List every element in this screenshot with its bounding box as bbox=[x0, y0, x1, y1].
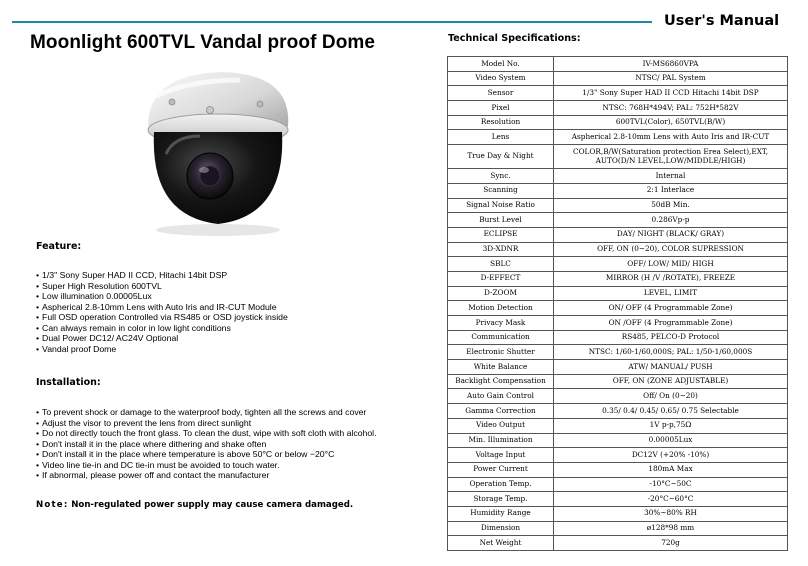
spec-value: 180mA Max bbox=[554, 462, 788, 477]
installation-item: • Video line tie-in and DC tie-in must be avoided to touch water. bbox=[36, 460, 377, 471]
spec-key: Sensor bbox=[448, 86, 554, 101]
spec-row bbox=[448, 71, 788, 86]
spec-row bbox=[448, 448, 788, 463]
installation-item: • Do not directly touch the front glass. To clean the dust, wipe with soft cloth with alcohol. bbox=[36, 428, 377, 439]
spec-value: -10°C~50C bbox=[554, 477, 788, 492]
spec-key: D-ZOOM bbox=[448, 286, 554, 301]
feature-item: • Can always remain in color in low light conditions bbox=[36, 323, 288, 334]
spec-row bbox=[448, 101, 788, 116]
spec-value: 720g bbox=[554, 536, 788, 551]
spec-key: Electronic Shutter bbox=[448, 345, 554, 360]
spec-row bbox=[448, 169, 788, 184]
feature-list bbox=[36, 270, 288, 354]
spec-value: 1/3" Sony Super HAD II CCD Hitachi 14bit DSP bbox=[554, 86, 788, 101]
spec-value: DAY/ NIGHT (BLACK/ GRAY) bbox=[554, 227, 788, 242]
spec-key: Operation Temp. bbox=[448, 477, 554, 492]
installation-item: • Adjust the visor to prevent the lens from direct sunlight bbox=[36, 418, 377, 429]
spec-row bbox=[448, 418, 788, 433]
spec-row bbox=[448, 330, 788, 345]
spec-key: Power Current bbox=[448, 462, 554, 477]
spec-value: 0.00005Lux bbox=[554, 433, 788, 448]
installation-item: • To prevent shock or damage to the waterproof body, tighten all the screws and cover bbox=[36, 407, 377, 418]
spec-value: MIRROR (H /V /ROTATE), FREEZE bbox=[554, 271, 788, 286]
spec-key: Backlight Compensation bbox=[448, 374, 554, 389]
spec-key: Gamma Correction bbox=[448, 404, 554, 419]
spec-key: Video System bbox=[448, 71, 554, 86]
spec-key: Dimension bbox=[448, 521, 554, 536]
spec-value: LEVEL, LIMIT bbox=[554, 286, 788, 301]
spec-row bbox=[448, 536, 788, 551]
spec-row bbox=[448, 477, 788, 492]
spec-key: White Balance bbox=[448, 360, 554, 375]
installation-item: • Don't install it in the place where temperature is above 50°C or below −20°C bbox=[36, 449, 377, 460]
spec-value: NTSC/ PAL System bbox=[554, 71, 788, 86]
spec-row bbox=[448, 462, 788, 477]
feature-item: • Vandal proof Dome bbox=[36, 344, 288, 355]
dome-camera-image bbox=[130, 66, 300, 238]
spec-key: Communication bbox=[448, 330, 554, 345]
spec-key: SBLC bbox=[448, 257, 554, 272]
feature-item: • Dual Power DC12/ AC24V Optional bbox=[36, 333, 288, 344]
feature-heading: Feature: bbox=[36, 241, 82, 252]
spec-value: ON/ OFF (4 Programmable Zone) bbox=[554, 301, 788, 316]
spec-heading: Technical Specifications: bbox=[448, 33, 581, 44]
spec-value: ON /OFF (4 Programmable Zone) bbox=[554, 316, 788, 331]
spec-row bbox=[448, 404, 788, 419]
spec-row bbox=[448, 86, 788, 101]
feature-item: • Aspherical 2.8-10mm Lens with Auto Iris and IR-CUT Module bbox=[36, 302, 288, 313]
feature-item: • 1/3" Sony Super HAD II CCD, Hitachi 14bit DSP bbox=[36, 270, 288, 281]
installation-item: • Don't install it in the place where dithering and shake often bbox=[36, 439, 377, 450]
spec-value: ø128*98 mm bbox=[554, 521, 788, 536]
power-note bbox=[36, 500, 353, 510]
spec-key: Model No. bbox=[448, 57, 554, 72]
spec-row bbox=[448, 145, 788, 169]
spec-row bbox=[448, 57, 788, 72]
spec-row bbox=[448, 374, 788, 389]
manual-title: User's Manual bbox=[664, 13, 780, 29]
spec-value-line: COLOR,B/W(Saturation protection Erea Select),EXT, bbox=[572, 147, 769, 157]
spec-row bbox=[448, 130, 788, 145]
spec-value: OFF, ON (ZONE ADJUSTABLE) bbox=[554, 374, 788, 389]
spec-value: 2:1 Interlace bbox=[554, 183, 788, 198]
spec-value: -20°C~60°C bbox=[554, 492, 788, 507]
spec-row bbox=[448, 183, 788, 198]
spec-key: Voltage Input bbox=[448, 448, 554, 463]
header-rule bbox=[12, 21, 652, 23]
spec-key: Sync. bbox=[448, 169, 554, 184]
spec-key: Signal Noise Ratio bbox=[448, 198, 554, 213]
installation-item: • If abnormal, please power off and contact the manufacturer bbox=[36, 470, 377, 481]
spec-key: Auto Gain Control bbox=[448, 389, 554, 404]
spec-key: Pixel bbox=[448, 101, 554, 116]
spec-value: 30%~80% RH bbox=[554, 506, 788, 521]
spec-row bbox=[448, 115, 788, 130]
feature-item: • Full OSD operation Controlled via RS485 or OSD joystick inside bbox=[36, 312, 288, 323]
spec-row bbox=[448, 271, 788, 286]
spec-value: 50dB Min. bbox=[554, 198, 788, 213]
spec-row bbox=[448, 316, 788, 331]
spec-row bbox=[448, 506, 788, 521]
spec-row bbox=[448, 389, 788, 404]
spec-key: ECLIPSE bbox=[448, 227, 554, 242]
spec-value: OFF, ON (0~20), COLOR SUPRESSION bbox=[554, 242, 788, 257]
spec-value: Aspherical 2.8-10mm Lens with Auto Iris and IR-CUT bbox=[554, 130, 788, 145]
spec-row bbox=[448, 360, 788, 375]
spec-row bbox=[448, 492, 788, 507]
spec-value: Internal bbox=[554, 169, 788, 184]
spec-key: Motion Detection bbox=[448, 301, 554, 316]
spec-row bbox=[448, 257, 788, 272]
spec-key: Net Weight bbox=[448, 536, 554, 551]
spec-value: IV-MS6860VPA bbox=[554, 57, 788, 72]
spec-value: OFF/ LOW/ MID/ HIGH bbox=[554, 257, 788, 272]
spec-key: Resolution bbox=[448, 115, 554, 130]
spec-row bbox=[448, 521, 788, 536]
spec-key: Lens bbox=[448, 130, 554, 145]
spec-value: ATW/ MANUAL/ PUSH bbox=[554, 360, 788, 375]
feature-item: • Super High Resolution 600TVL bbox=[36, 281, 288, 292]
spec-value-line: AUTO(D/N LEVEL,LOW/MIDDLE/HIGH) bbox=[595, 155, 746, 165]
spec-value: 0.286Vp-p bbox=[554, 213, 788, 228]
spec-row bbox=[448, 242, 788, 257]
spec-row bbox=[448, 198, 788, 213]
product-title: Moonlight 600TVL Vandal proof Dome bbox=[30, 32, 376, 53]
spec-key: Storage Temp. bbox=[448, 492, 554, 507]
spec-row bbox=[448, 227, 788, 242]
spec-key: 3D-XDNR bbox=[448, 242, 554, 257]
feature-item: • Low illumination 0.00005Lux bbox=[36, 291, 288, 302]
spec-value: NTSC: 768H*494V; PAL: 752H*582V bbox=[554, 101, 788, 116]
installation-heading: Installation: bbox=[36, 377, 101, 388]
note-text: Non-regulated power supply may cause camera damaged. bbox=[71, 500, 354, 510]
spec-row bbox=[448, 213, 788, 228]
spec-key: D-EFFECT bbox=[448, 271, 554, 286]
spec-value bbox=[554, 145, 788, 169]
spec-key: Min. Illumination bbox=[448, 433, 554, 448]
spec-key: Burst Level bbox=[448, 213, 554, 228]
installation-list bbox=[36, 407, 377, 481]
spec-key: Privacy Mask bbox=[448, 316, 554, 331]
spec-value: 600TVL(Color), 650TVL(B/W) bbox=[554, 115, 788, 130]
spec-row bbox=[448, 286, 788, 301]
spec-value: Off/ On (0~20) bbox=[554, 389, 788, 404]
spec-row bbox=[448, 433, 788, 448]
spec-row bbox=[448, 301, 788, 316]
spec-table bbox=[447, 56, 788, 551]
spec-value: 0.35/ 0.4/ 0.45/ 0.65/ 0.75 Selectable bbox=[554, 404, 788, 419]
spec-key: True Day & Night bbox=[448, 145, 554, 169]
spec-row bbox=[448, 345, 788, 360]
spec-value: 1V p-p,75Ω bbox=[554, 418, 788, 433]
spec-value: RS485, PELCO-D Protocol bbox=[554, 330, 788, 345]
spec-value: DC12V (+20% -10%) bbox=[554, 448, 788, 463]
spec-key: Video Output bbox=[448, 418, 554, 433]
spec-value: NTSC: 1/60-1/60,000S; PAL: 1/50-1/60,000S bbox=[554, 345, 788, 360]
spec-key: Scanning bbox=[448, 183, 554, 198]
note-label: Note: bbox=[36, 500, 69, 510]
spec-key: Humidity Range bbox=[448, 506, 554, 521]
